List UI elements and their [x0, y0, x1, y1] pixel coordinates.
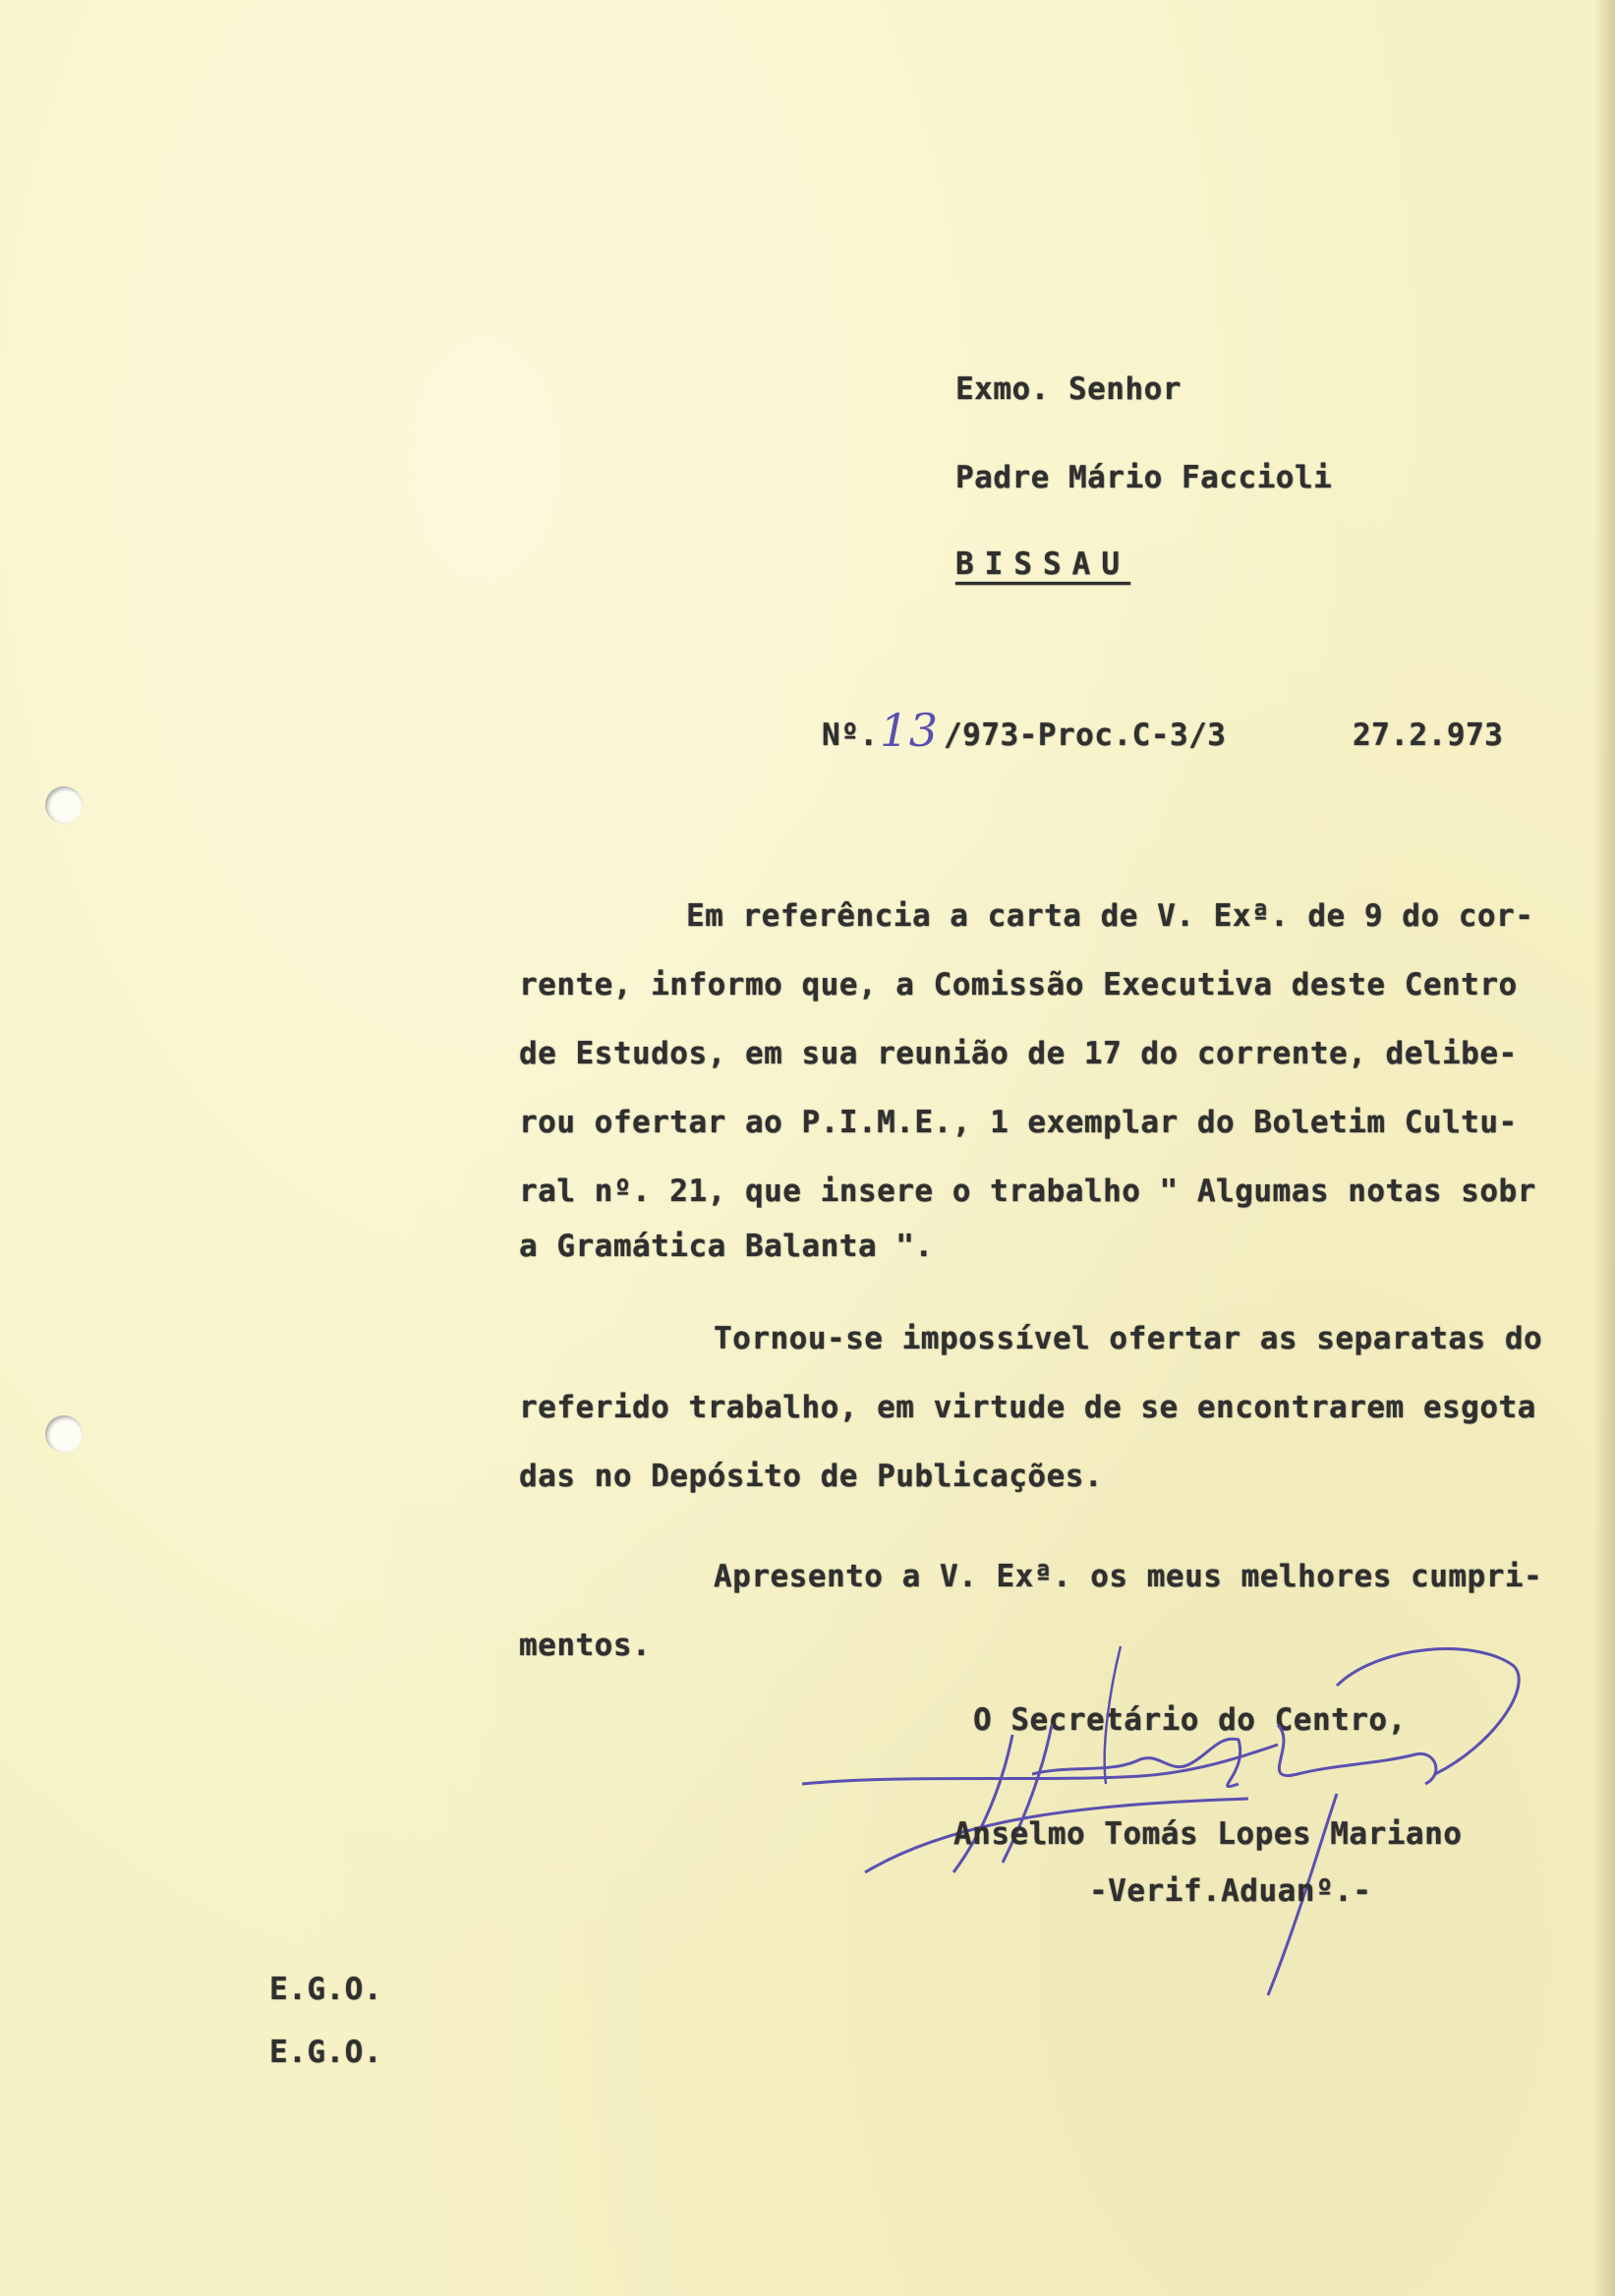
- body-line: Tornou-se impossível ofertar as separatas do: [714, 1321, 1543, 1356]
- body-line: rou ofertar ao P.I.M.E., 1 exemplar do Boletim Cultu-: [519, 1105, 1518, 1140]
- body-line: das no Depósito de Publicações.: [519, 1459, 1104, 1494]
- body-line: rente, informo que, a Comissão Executiva deste Centro: [519, 967, 1518, 1003]
- body-line: referido trabalho, em virtude de se encontrarem esgota: [519, 1390, 1536, 1425]
- body-line: mentos.: [519, 1628, 652, 1663]
- signer-name: Anselmo Tomás Lopes Mariano: [953, 1816, 1463, 1852]
- page-edge-shadow: [1593, 0, 1615, 2296]
- body-line: a Gramática Balanta ".: [519, 1229, 934, 1264]
- footer-code: E.G.O.: [269, 1972, 382, 2007]
- body-line: de Estudos, em sua reunião de 17 do corrente, delibe-: [519, 1036, 1518, 1071]
- salutation: Exmo. Senhor: [955, 372, 1182, 407]
- closing-title: O Secretário do Centro,: [973, 1702, 1407, 1738]
- addressee-city: BISSAU: [955, 546, 1130, 582]
- signer-role: -Verif.Aduanº.-: [1089, 1873, 1372, 1909]
- punch-hole-bottom: [45, 1415, 83, 1453]
- reference-number-handwritten: 13: [880, 704, 939, 757]
- body-line: Apresento a V. Exª. os meus melhores cumpri-: [714, 1559, 1543, 1594]
- reference-code: /973-Proc.C-3/3: [944, 718, 1227, 753]
- body-line: Em referência a carta de V. Exª. de 9 do cor-: [686, 898, 1534, 934]
- footer-code: E.G.O.: [269, 2035, 382, 2070]
- punch-hole-top: [45, 786, 83, 824]
- reference-date: 27.2.973: [1353, 718, 1504, 753]
- reference-prefix: Nº.: [822, 718, 879, 753]
- addressee-name: Padre Mário Faccioli: [955, 460, 1333, 495]
- body-line: ral nº. 21, que insere o trabalho " Algumas notas sobr: [519, 1174, 1536, 1209]
